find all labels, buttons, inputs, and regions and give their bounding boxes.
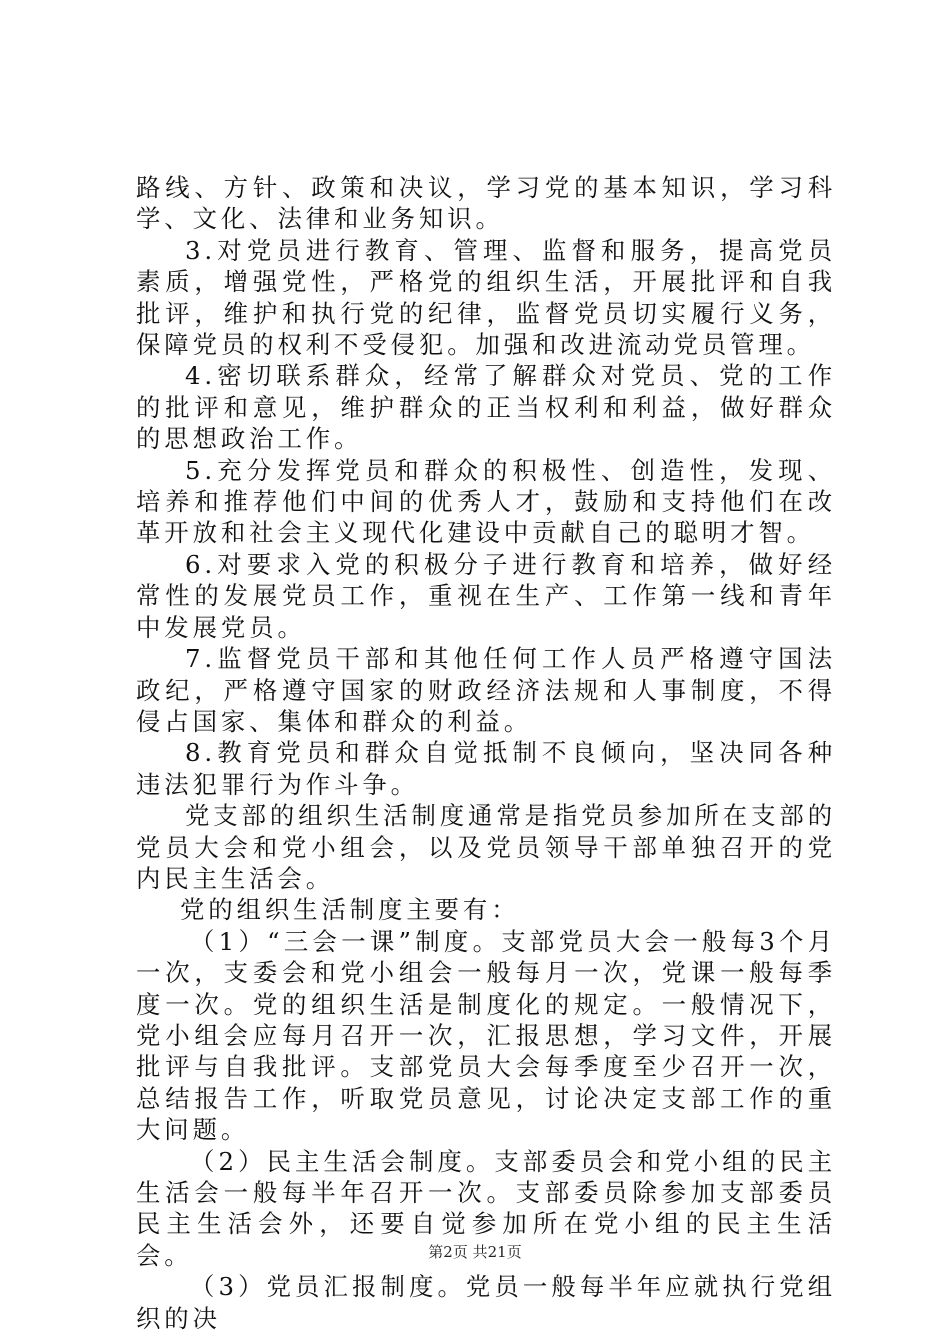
page-number-footer: 第2页 共21页 [428, 1243, 522, 1261]
paragraph-member-report: （3）党员汇报制度。党员一般每半年应就执行党组织的决 [136, 1272, 836, 1333]
paragraph-item-6: 6.对要求入党的积极分子进行教育和培养，做好经常性的发展党员工作，重视在生产、工作第一线和青年中发展党员。 [136, 549, 836, 642]
paragraph-democratic-life: （2）民主生活会制度。支部委员会和党小组的民主生活会一般每半年召开一次。支部委员除参加支部委员民主生活会外，还要自觉参加所在党小组的民主生活会。 [136, 1146, 836, 1270]
paragraph-item-3: 3.对党员进行教育、管理、监督和服务，提高党员素质，增强党性，严格党的组织生活，开展批评和自我批评，维护和执行党的纪律，监督党员切实履行义务，保障党员的权利不受侵犯。加强和改进流动党员管理。 [136, 235, 836, 360]
paragraph-item-4: 4.密切联系群众，经常了解群众对党员、党的工作的批评和意见，维护群众的正当权利和利益，做好群众的思想政治工作。 [136, 361, 836, 454]
paragraph-continuation: 路线、方针、政策和决议，学习党的基本知识，学习科学、文化、法律和业务知识。 [136, 173, 836, 234]
paragraph-three-meetings: （1）“三会一课”制度。支部党员大会一般每3个月一次，支委会和党小组会一般每月一次，党课一般每季度一次。党的组织生活是制度化的规定。一般情况下，党小组会应每月召开一次，汇报思想，学习文件，开展批评与自我批评。支部党员大会每季度至少召开一次，总结报告工作，听取党员意见，讨论决定支部工作的重大问题。 [136, 926, 836, 1145]
paragraph-org-life-definition: 党支部的组织生活制度通常是指党员参加所在支部的党员大会和党小组会，以及党员领导干部单独召开的党内民主生活会。 [136, 801, 836, 893]
paragraph-org-life-intro: 党的组织生活制度主要有： [180, 895, 520, 925]
paragraph-item-5: 5.充分发挥党员和群众的积极性、创造性，发现、培养和推荐他们中间的优秀人才，鼓励和支持他们在改革开放和社会主义现代化建设中贡献自己的聪明才智。 [136, 455, 836, 548]
paragraph-item-8: 8.教育党员和群众自觉抵制不良倾向，坚决同各种违法犯罪行为作斗争。 [136, 738, 836, 799]
document-body [136, 172, 836, 1334]
paragraph-item-7: 7.监督党员干部和其他任何工作人员严格遵守国法政纪，严格遵守国家的财政经济法规和人事制度，不得侵占国家、集体和群众的利益。 [136, 644, 836, 736]
